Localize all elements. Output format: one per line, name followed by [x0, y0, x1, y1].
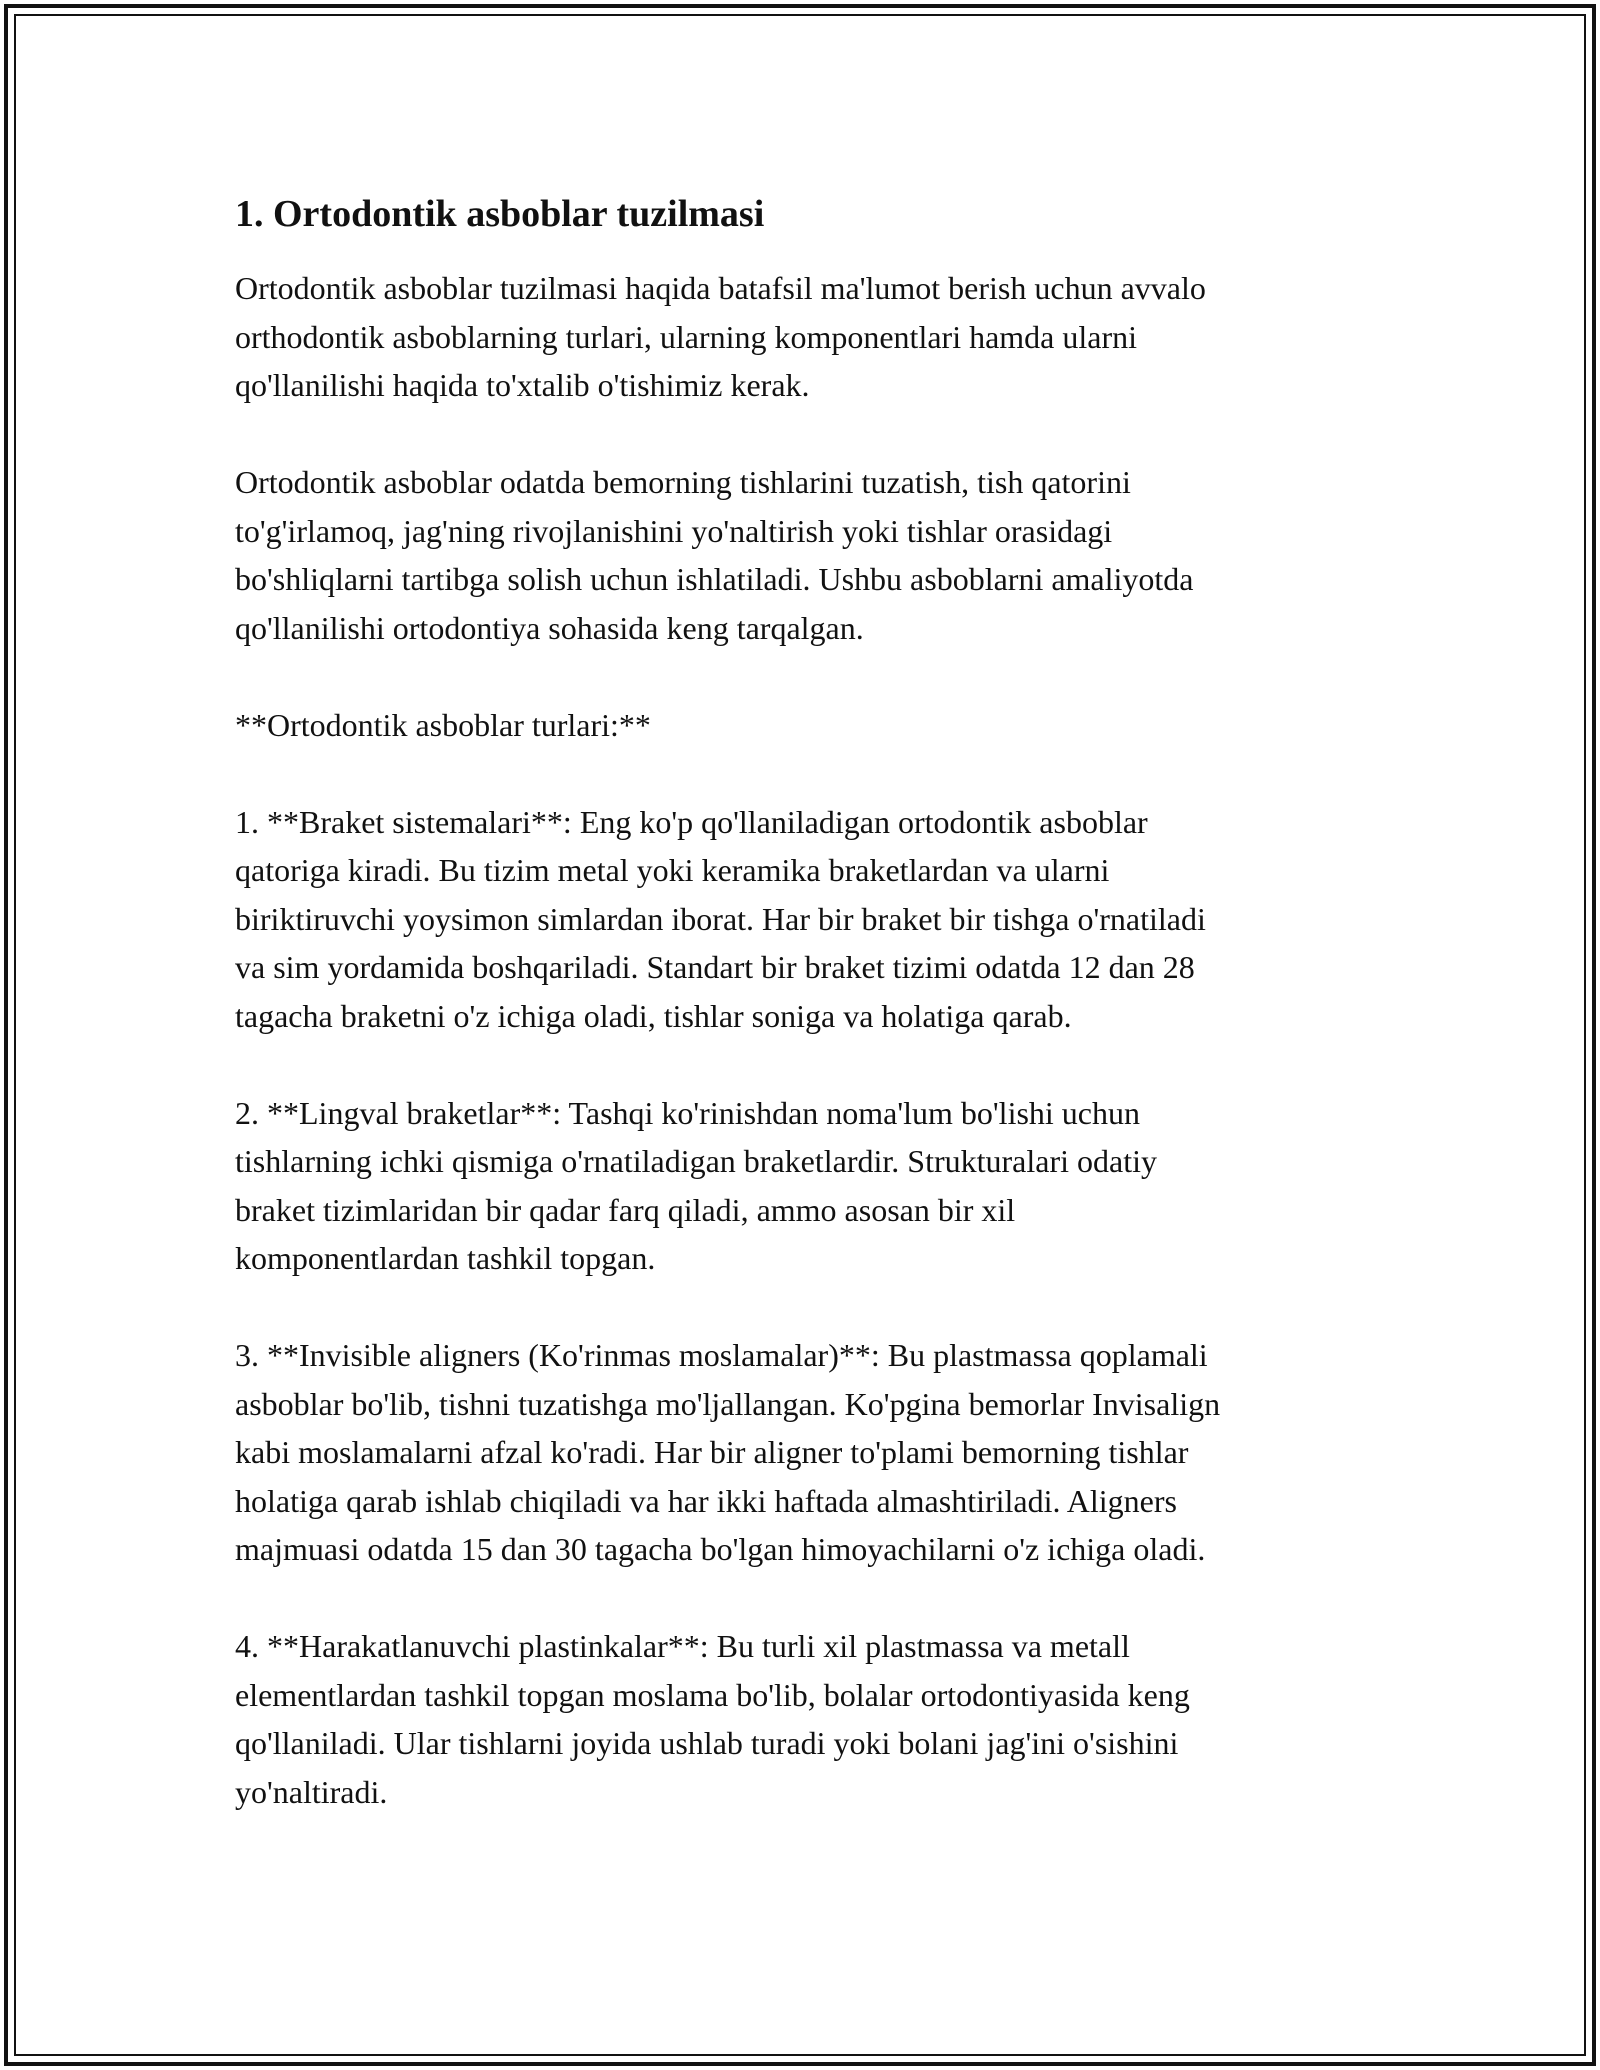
- paragraph-intro: Ortodontik asboblar tuzilmasi haqida batafsil ma'lumot berish uchun avvalo orthodontik asboblarning turlari, ularning komponentlari hamda ularni qo'llanilishi haqida to'xtalib o'tishimiz kerak.: [235, 270, 1206, 403]
- list-item-lingval: 2. **Lingval braketlar**: Tashqi ko'rinishdan noma'lum bo'lishi uchun tishlarning ichki qismiga o'rnatiladigan braketlardir. Strukturalari odatiy braket tizimlaridan bir qadar farq qiladi, ammo asosan bir xil komponentlardan tashkil topgan.: [235, 1094, 1157, 1276]
- list-item-aligners: 3. **Invisible aligners (Ko'rinmas moslamalar)**: Bu plastmassa qoplamali asboblar bo'lib, tishni tuzatishga mo'ljallangan. Ko'pgina bemorlar Invisalign kabi moslamalarni afzal ko'radi. Har bir aligner to'plami bemorning tishlar holatiga qarab ishlab chiqiladi va har ikki haftada almashtiriladi. Aligners majmuasi odatda 15 dan 30 tagacha bo'lgan himoyachilarni o'z ichiga oladi.: [235, 1337, 1221, 1567]
- list-item-braket: 1. **Braket sistemalari**: Eng ko'p qo'llaniladigan ortodontik asboblar qatoriga kiradi. Bu tizim metal yoki keramika braketlardan va ularni biriktiruvchi yoysimon simlardan iborat. Har bir braket bir tishga o'rnatiladi va sim yordamida boshqariladi. Standart bir braket tizimi odatda 12 dan 28 tagacha braketni o'z ichiga oladi, tishlar soniga va holatiga qarab.: [235, 803, 1206, 1034]
- paragraph-usage: Ortodontik asboblar odatda bemorning tishlarini tuzatish, tish qatorini to'g'irlamoq, jag'ning rivojlanishini yo'naltirish yoki tishlar orasidagi bo'shliqlarni tartibga solish uchun ishlatiladi. Ushbu asboblarni amaliyotda qo'llanilishi ortodontiya sohasida keng tarqalgan.: [235, 464, 1194, 646]
- section-heading: 1. Ortodontik asboblar tuzilmasi: [235, 193, 765, 235]
- document-body: [235, 186, 1385, 1816]
- list-item-plastinkalar: 4. **Harakatlanuvchi plastinkalar**: Bu turli xil plastmassa va metall elementlardan tashkil topgan moslama bo'lib, bolalar ortodontiyasida keng qo'llaniladi. Ular tishlarni joyida ushlab turadi yoki bolani jag'ini o'sishini yo'naltiradi.: [235, 1628, 1190, 1810]
- paragraph-types-heading: **Ortodontik asboblar turlari:**: [235, 706, 651, 743]
